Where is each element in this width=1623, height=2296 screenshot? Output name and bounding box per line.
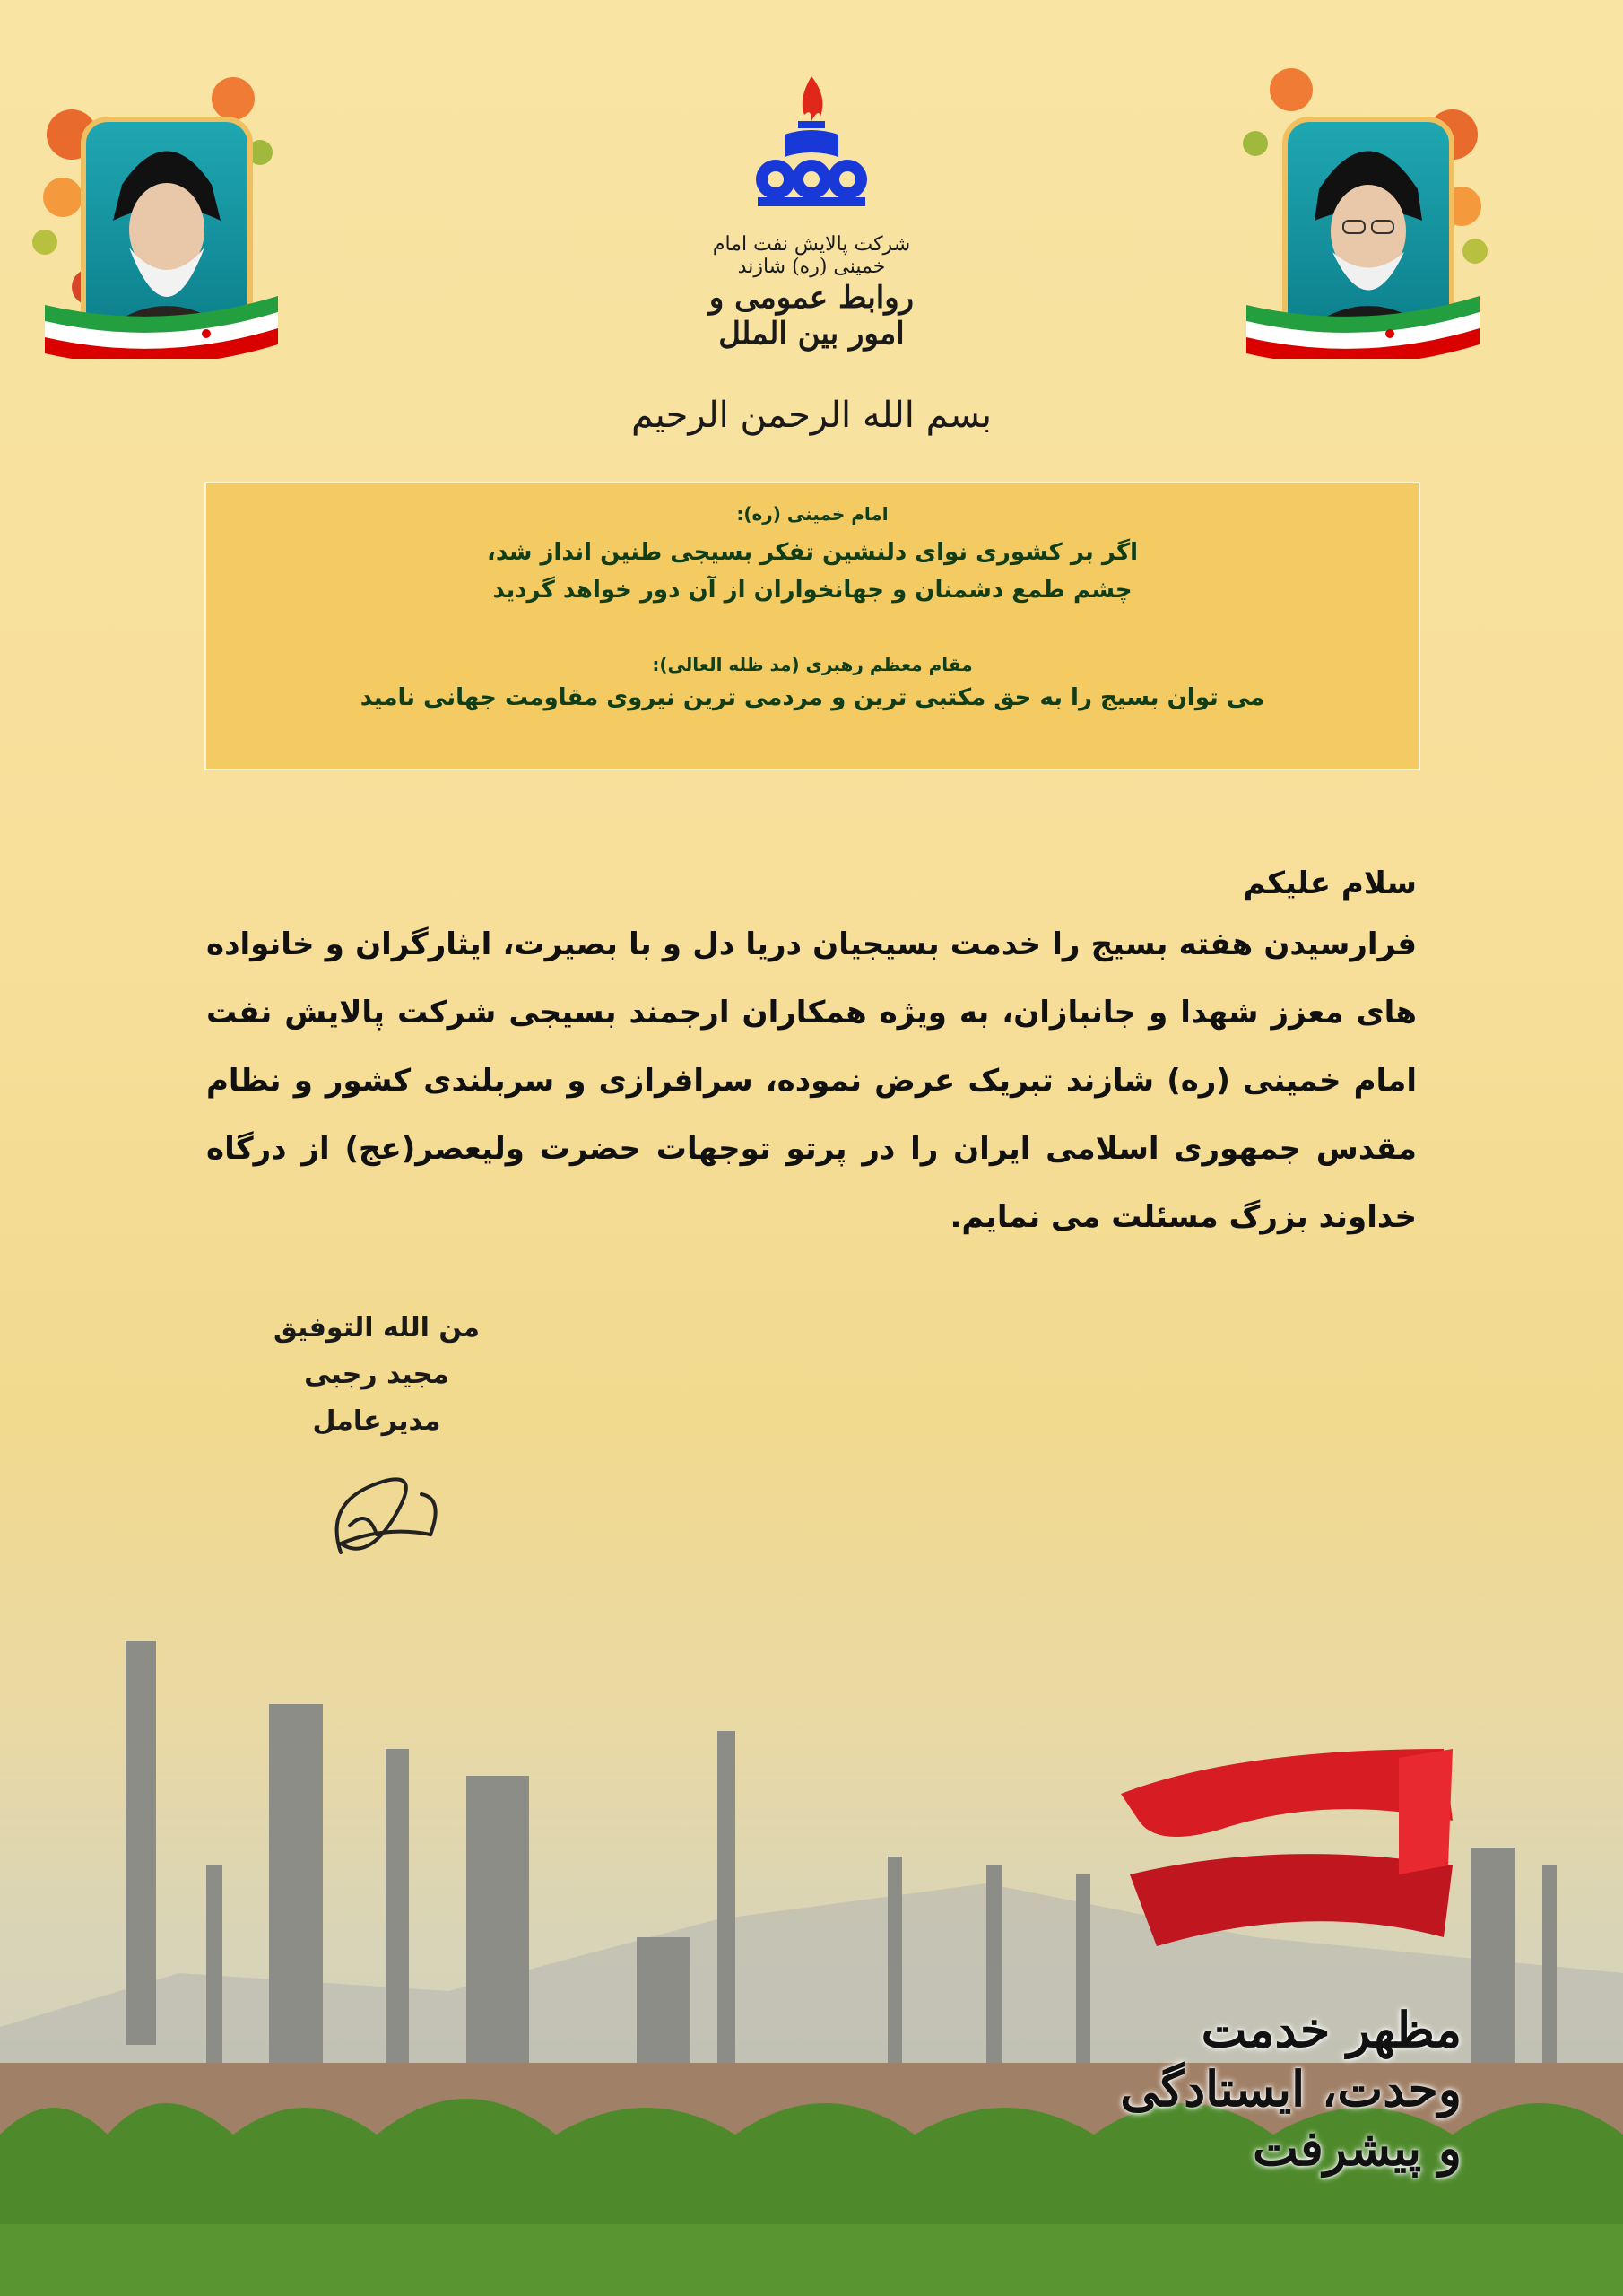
quote-1-line-1: اگر بر کشوری نوای دلنشین تفکر بسیجی طنین انداز شد، xyxy=(486,539,1139,566)
letter-text: فرارسیدن هفته بسیج را خدمت بسیجیان دریا دل و با بصیرت، ایثارگران و خانواده های معزز شهدا و جانبازان، به ویژه همکاران ارجمند بسیجی شرکت پالایش نفت امام خمینی (ره) شازند تبریک عرض نموده، سرافرازی و سربلندی کشور و نظام مقدس جمهوری اسلامی ایران را در پرتو توجهات حضرت ولیعصر(عج) از درگاه خداوند بزرگ مسئلت می نمایم. xyxy=(206,926,1417,1235)
quote-attribution-1: امام خمینی (ره): xyxy=(736,503,889,525)
department-name: روابط عمومی و امور بین الملل xyxy=(708,280,915,352)
signature-block xyxy=(260,1305,493,1595)
quote-box xyxy=(204,482,1420,770)
company-logo xyxy=(695,72,928,352)
closing-phrase: من الله التوفیق xyxy=(273,1312,480,1344)
portrait-left xyxy=(27,63,287,368)
basij-calligraphy-icon xyxy=(1103,1740,1462,2009)
slogan-line-1: مظهر خدمت xyxy=(1201,2001,1462,2058)
portrait-right xyxy=(1228,63,1488,368)
letter-body xyxy=(206,857,1417,1251)
company-name: شرکت پالایش نفت امام خمینی (ره) شازند xyxy=(712,233,911,278)
quote-attribution-2: مقام معظم رهبری (مد ظله العالی): xyxy=(652,654,973,675)
bismillah: بسم الله الرحمن الرحیم xyxy=(630,395,993,436)
quote-2-line: می توان بسیج را به حق مکتبی ترین و مردمی ترین نیروی مقاومت جهانی نامید xyxy=(360,684,1265,711)
signer-title: مدیرعامل xyxy=(312,1405,441,1437)
nioc-emblem-icon xyxy=(749,72,874,224)
iran-flag-ribbon xyxy=(45,296,278,359)
handwritten-signature xyxy=(287,1445,466,1579)
slogan-line-3: و پیشرفت xyxy=(1252,2119,1462,2177)
quote-1-line-2: چشم طمع دشمنان و جهانخواران از آن دور خواهد گردید xyxy=(492,577,1133,604)
greeting: سلام علیکم xyxy=(1243,865,1417,901)
signer-name: مجید رجبی xyxy=(304,1359,449,1390)
basij-emblem xyxy=(1103,1740,1462,2206)
slogan-line-2: وحدت، ایستادگی xyxy=(1120,2060,1462,2118)
iran-flag-ribbon xyxy=(1246,296,1480,359)
